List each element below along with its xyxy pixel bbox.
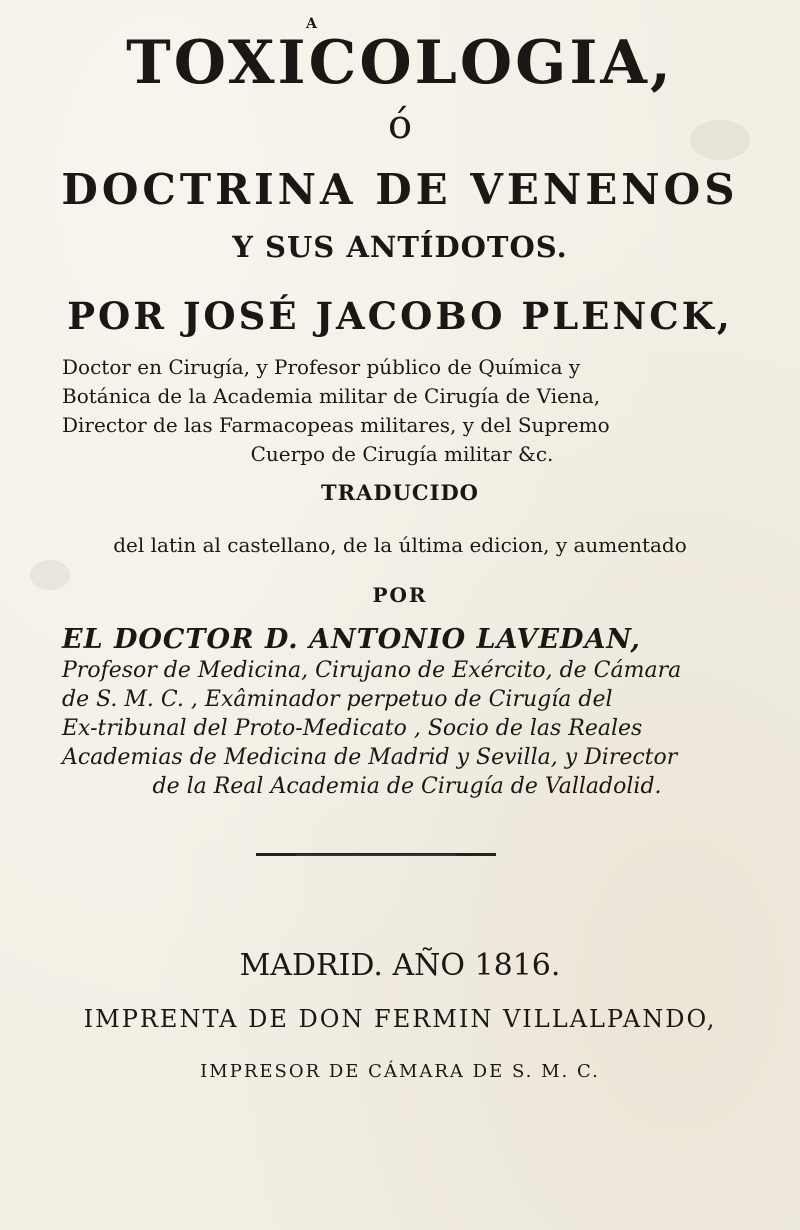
translator-description-line: de la Real Academia de Cirugía de Valladolid. <box>152 774 662 799</box>
translator-description-line: de S. M. C. , Exâminador perpetuo de Cirugía del <box>62 687 613 712</box>
translation-description: del latin al castellano, de la última edicion, y aumentado <box>113 533 687 557</box>
imprint-printer: IMPRENTA DE DON FERMIN VILLALPANDO, <box>83 1005 717 1033</box>
translation-label: TRADUCIDO <box>321 480 479 505</box>
subtitle-line-1: DOCTRINA DE VENENOS <box>61 165 739 214</box>
translator-description-line: Academias de Medicina de Madrid y Sevilla, y Director <box>62 745 678 770</box>
author-name: POR JOSÉ JACOBO PLENCK, <box>67 294 733 338</box>
ornamental-rule <box>256 853 496 856</box>
translator-name: EL DOCTOR D. ANTONIO LAVEDAN, <box>62 624 641 655</box>
translator-description-line: Profesor de Medicina, Cirujano de Exército, de Cámara <box>62 658 682 683</box>
title-accent-mark: A <box>306 16 317 32</box>
translator-description-line: Ex-tribunal del Proto-Medicato , Socio de las Reales <box>62 716 643 741</box>
imprint-place-year: MADRID. AÑO 1816. <box>239 948 561 983</box>
author-description <box>62 353 742 469</box>
author-description-line: Botánica de la Academia militar de Cirugía de Viena, <box>62 384 601 408</box>
author-description-line: Doctor en Cirugía, y Profesor público de Química y <box>62 355 581 379</box>
subtitle-line-2: Y SUS ANTÍDOTOS. <box>232 230 568 264</box>
author-description-line: Cuerpo de Cirugía militar &c. <box>250 442 554 466</box>
imprint-printer-title: IMPRESOR DE CÁMARA DE S. M. C. <box>200 1061 600 1082</box>
title-conjunction: ó <box>387 102 413 148</box>
book-title: TOXICOLOGIA, <box>126 28 674 98</box>
translated-by-label: POR <box>372 583 428 607</box>
author-description-line: Director de las Farmacopeas militares, y del Supremo <box>62 413 610 437</box>
translator-block <box>62 625 752 801</box>
